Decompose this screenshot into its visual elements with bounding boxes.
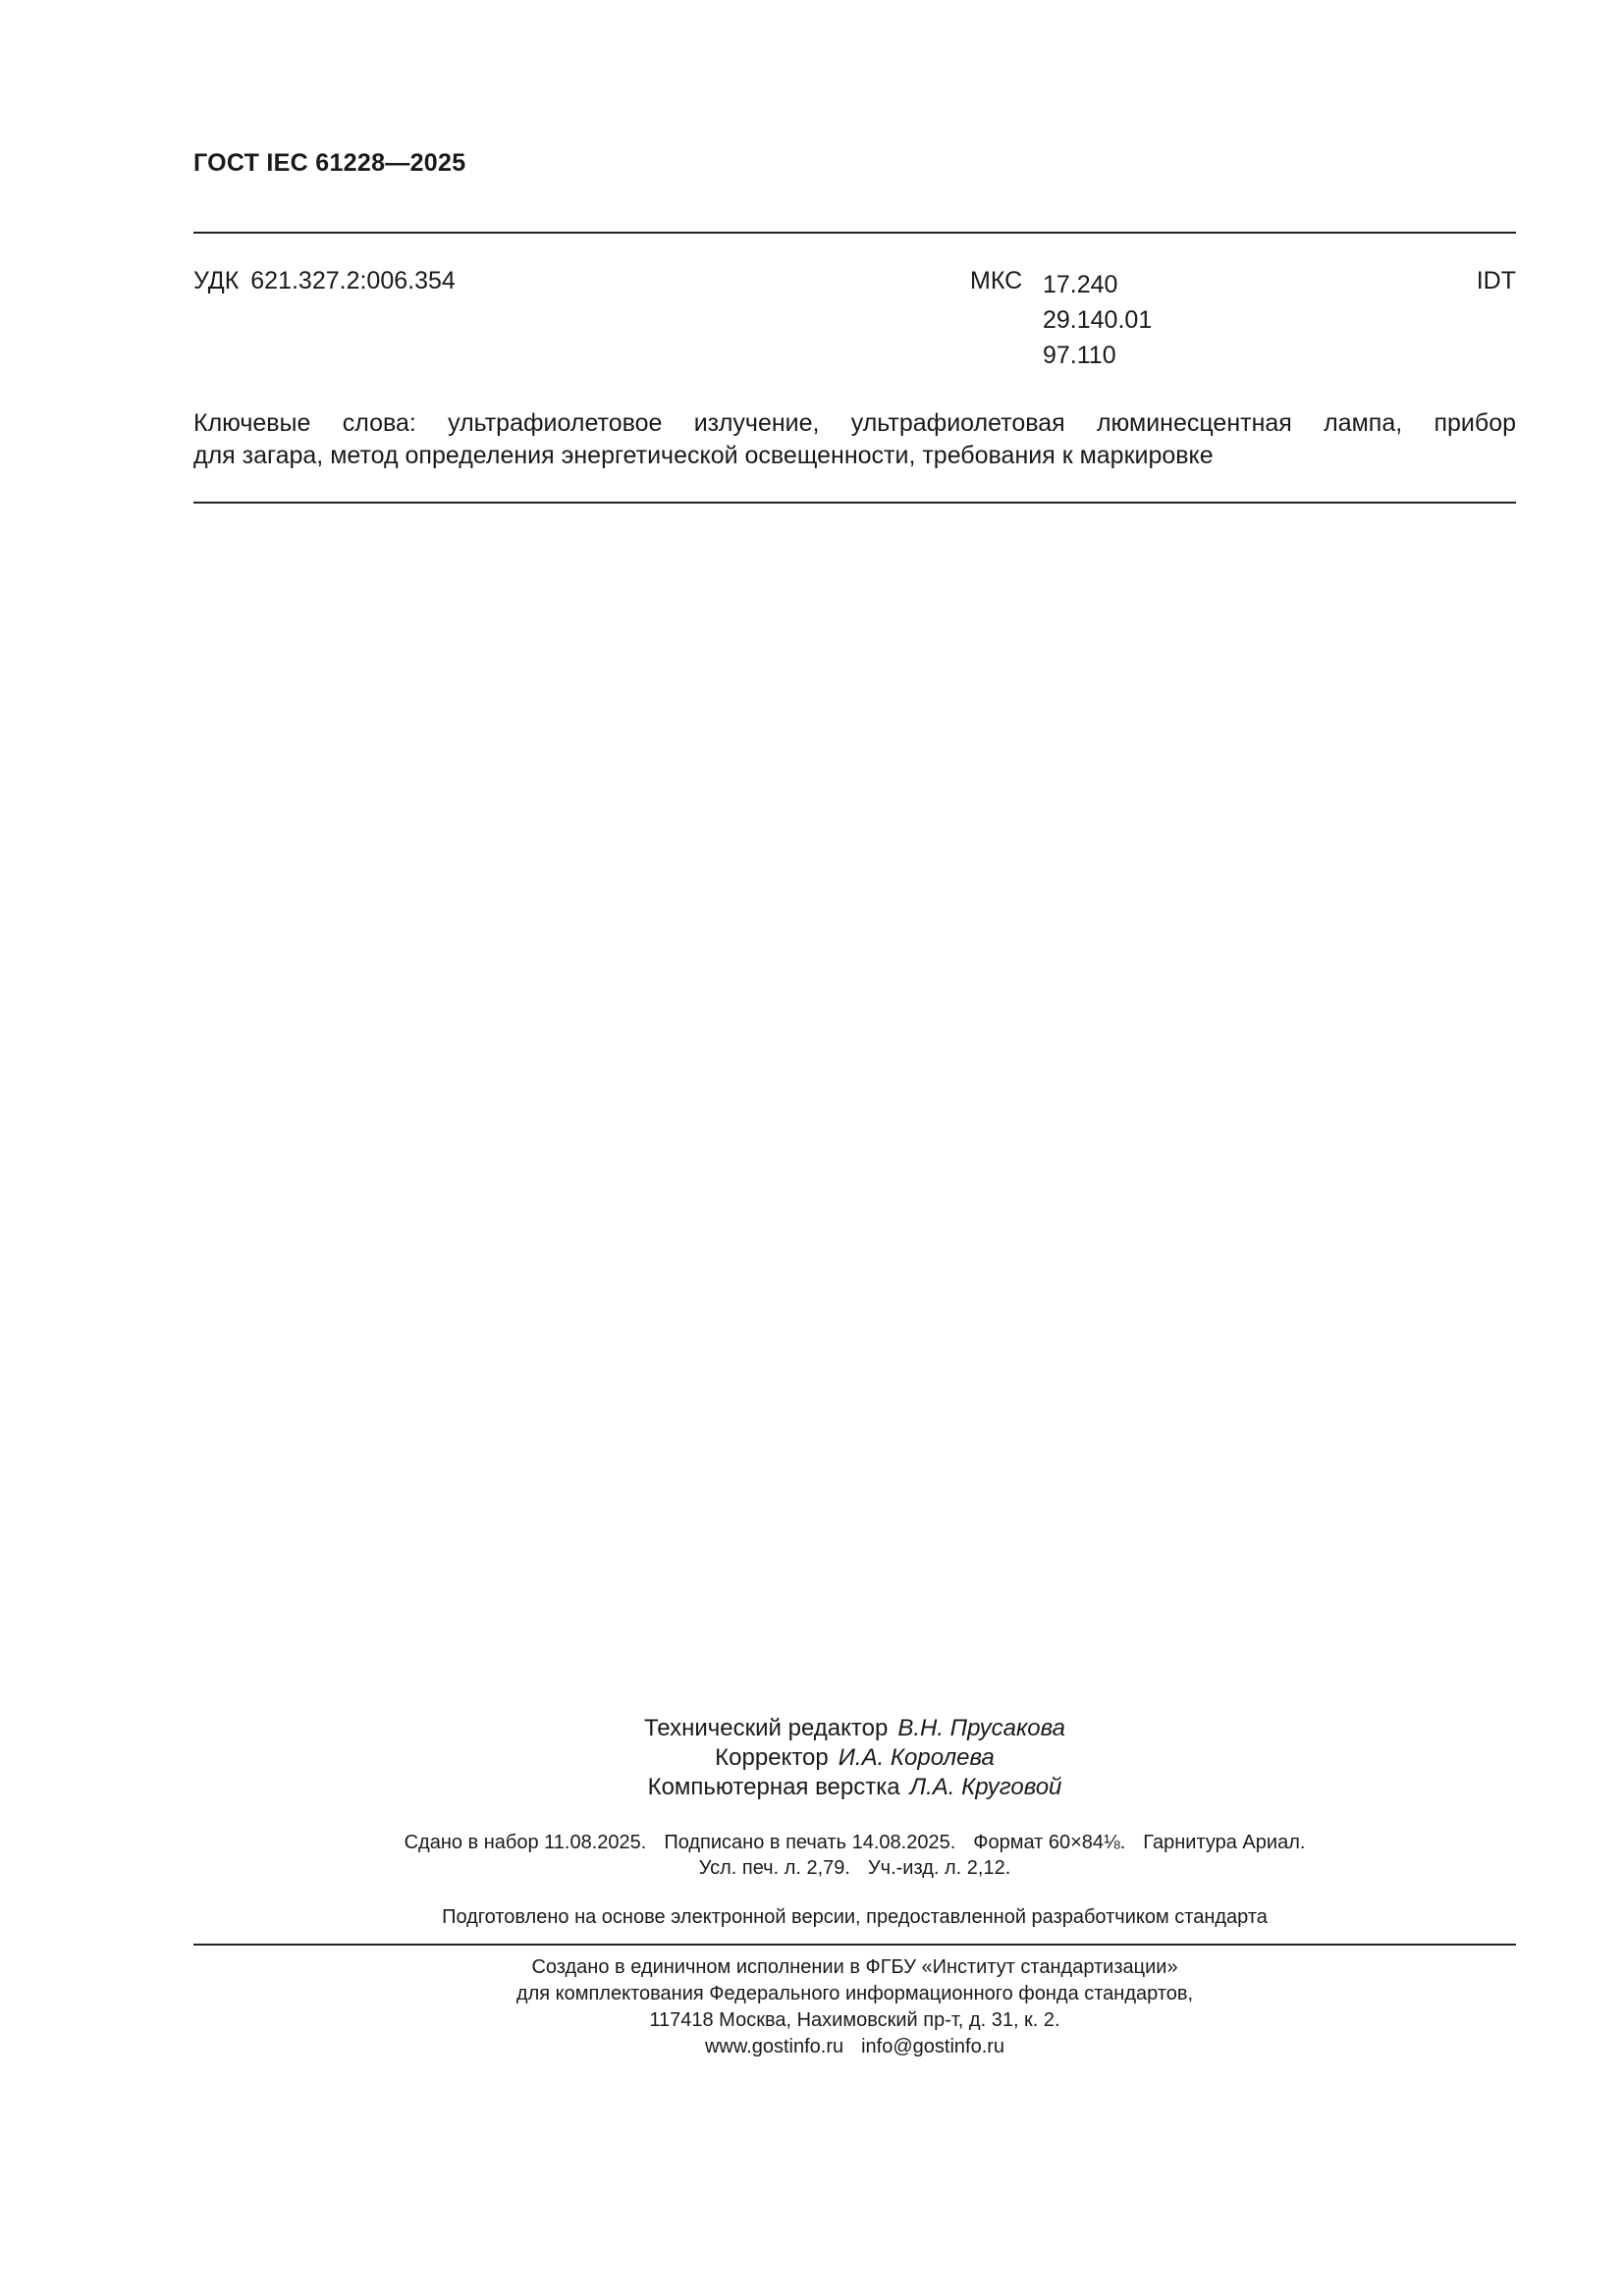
imprint-block — [193, 1830, 1516, 1881]
udk-label: УДК — [193, 267, 240, 294]
udk-code: 621.327.2:006.354 — [250, 267, 456, 294]
imprint-print-sheets: Усл. печ. л. 2,79. — [698, 1857, 850, 1879]
credit-person: Л.А. Круговой — [909, 1774, 1062, 1800]
imprint-line — [193, 1830, 1516, 1855]
credits-block — [193, 1714, 1516, 1802]
mks-code: 29.140.01 — [1043, 306, 1153, 334]
keywords-divider — [193, 502, 1516, 504]
mks-code: 17.240 — [1043, 271, 1118, 298]
imprint-submitted: Сдано в набор 11.08.2025. — [404, 1832, 647, 1853]
keywords-line: для загара, метод определения энергетической освещенности, требования к маркировке — [193, 442, 1214, 469]
imprint-line — [193, 1855, 1516, 1881]
header-divider — [193, 232, 1516, 234]
udk-block — [193, 267, 456, 295]
footer-divider — [193, 1944, 1516, 1946]
credit-row — [193, 1743, 1516, 1773]
keywords-line: Ключевые слова: ультрафиолетовое излучение, ультрафиолетовая люминесцентная лампа, прибор — [193, 409, 1516, 437]
credit-role: Технический редактор — [643, 1715, 889, 1741]
mks-code: 97.110 — [1043, 342, 1116, 369]
keywords-paragraph — [193, 407, 1516, 472]
publisher-line: Создано в единичном исполнении в ФГБУ «Институт стандартизации» — [531, 1956, 1178, 1978]
imprint-publ-sheets: Уч.-изд. л. 2,12. — [867, 1857, 1011, 1879]
credit-role: Корректор — [715, 1744, 829, 1771]
mks-label: МКС — [970, 267, 1023, 294]
publisher-block — [193, 1954, 1516, 2060]
publisher-address: 117418 Москва, Нахимовский пр-т, д. 31, к. 2. — [649, 2009, 1060, 2031]
equivalence-degree: IDT — [1476, 267, 1516, 294]
document-title: ГОСТ IEC 61228—2025 — [193, 149, 466, 177]
credit-role: Компьютерная верстка — [647, 1774, 900, 1800]
imprint-typeface: Гарнитура Ариал. — [1143, 1832, 1306, 1853]
imprint-signed: Подписано в печать 14.08.2025. — [664, 1832, 956, 1853]
publisher-contacts — [193, 2034, 1516, 2060]
credit-person: В.Н. Прусакова — [897, 1715, 1065, 1741]
imprint-format: Формат 60×84⅛. — [973, 1832, 1126, 1853]
prepared-note: Подготовлено на основе электронной версии, предоставленной разработчиком стандарта — [442, 1906, 1268, 1928]
email-link[interactable]: info@gostinfo.ru — [861, 2036, 1005, 2057]
credit-row — [193, 1714, 1516, 1743]
credit-person: И.А. Королева — [838, 1744, 995, 1771]
mks-codes — [1043, 267, 1152, 373]
publisher-line: для комплектования Федерального информационного фонда стандартов, — [515, 1983, 1194, 2004]
website-link[interactable]: www.gostinfo.ru — [704, 2036, 844, 2057]
credit-row — [193, 1773, 1516, 1802]
